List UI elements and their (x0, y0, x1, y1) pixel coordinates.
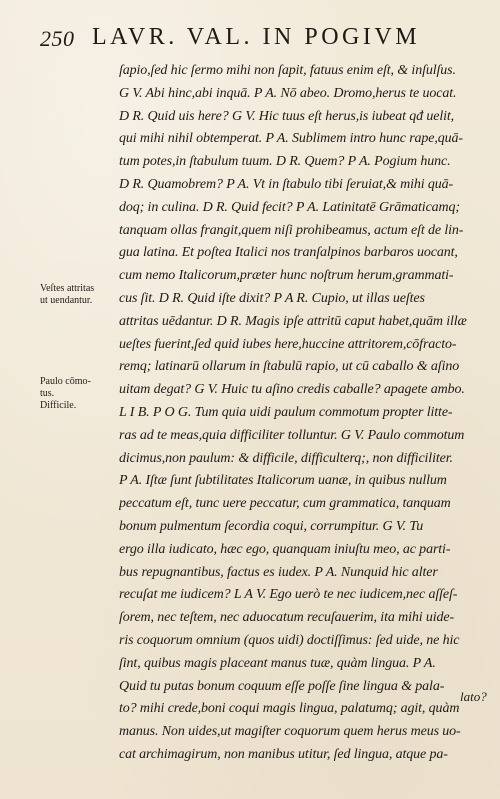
marginal-note (40, 376, 91, 400)
text-line: doq; in culina. D R. Quid fecit? P A. Latinitatē Grāmaticamq; (119, 199, 460, 215)
text-line: tum potes,in ſtabulum tuum. D R. Quem? P A. Pogium hunc. (119, 154, 451, 170)
marginal-note (40, 283, 94, 307)
text-line: manus. Non uides,ut magiſter coquorum quem herus meus uo- (119, 724, 461, 740)
marginal-note-line: Paulo cōmo- (40, 376, 91, 387)
text-line: D R. Quid uis here? G V. Hic tuus eſt herus,is iubeat qđ uelit, (119, 108, 455, 124)
text-line: G V. Abi hinc,abi inquā. P A. Nō abeo. Dromo,herus te uocat. (119, 85, 457, 101)
text-line: L I B. P O G. Tum quia uidi paulum commotum propter litte- (119, 404, 453, 420)
marginal-note-line: ut uendantur. (40, 295, 93, 306)
text-line: tanquam ollas frangit,quem niſi prohibeamus, actum eſt de lin- (119, 222, 464, 238)
text-line: P A. Iſtæ ſunt ſubtilitates Italicorum uanæ, in quibus nullum (119, 473, 447, 489)
text-line: qui mihi nihil obtemperat. P A. Sublimem intro hunc rape,quā- (119, 131, 463, 147)
text-line: peccatum eſt, tunc uere peccatur, cum grammatica, tanquam (119, 496, 451, 512)
text-line: cus ſit. D R. Quid iſte dixit? P A R. Cupio, ut illas ueſtes (119, 290, 425, 306)
text-line: ergo illa iudicato, hæc ego, quanquam iniuſtu meo, ac parti- (119, 541, 451, 557)
text-line: Quid tu putas bonum coquum eſſe poſſe ſine lingua & pala- (119, 678, 445, 694)
text-line: dicimus,non paulum: & difficile, difficulterq;, non difficiliter. (119, 450, 453, 466)
marginal-note (40, 400, 76, 412)
text-line: cum nemo Italicorum,præter hunc noſtrum herum,grammati- (119, 268, 454, 284)
catchword: lato? (460, 689, 487, 704)
text-line: cat archimagirum, non manibus utitur, ſed lingua, atque pa- (119, 746, 448, 762)
running-head: LAVR. VAL. IN POGIVM (92, 24, 421, 50)
text-line: ris coquorum omnium (quos uidi) doctiſſimus: ſed uide, ne hic (119, 632, 460, 648)
main-text-block (119, 60, 485, 767)
text-line: ſapio,ſed hic ſermo mihi non ſapit, fatuus enim eſt, & inſulſus. (119, 63, 456, 78)
text-line: gua latina. Et poſtea Italici nos tranſalpinos barbaros uocant, (119, 245, 458, 261)
text-line: ſorem, nec teſtem, nec aduocatum recuſauerim, ita mihi uide- (119, 610, 455, 626)
text-line: ſint, quibus magis placeant manus tuæ, quàm lingua. P A. (119, 655, 436, 671)
text-line: attritas uēdantur. D R. Magis ipſe attritū caput habet,quām illæ (119, 313, 467, 329)
text-line: uitam degat? G V. Huic tu aſino credis caballe? apagete ambo. (119, 382, 465, 398)
text-line: to? mihi crede,boni coqui magis lingua, palatumq; agit, quàm (119, 701, 460, 717)
text-line: D R. Quamobrem? P A. Vt in ſtabulo tibi ſeruiat,& mihi quā- (119, 176, 454, 192)
text-line: bus repugnantibus, factus es iudex. P A. Nunquid hic alter (119, 564, 438, 580)
marginal-note-line: Veſtes attritas (40, 283, 95, 294)
text-line: ras ad te meas,quia difficiliter tolluntur. G V. Paulo commotum (119, 427, 465, 443)
text-line: ueſtes fuerint,ſed quid iubes here,huccine attritorem,cōfracto- (119, 336, 457, 352)
text-line: remq; latinarū ollarum in ſtabulū rapio, ut cū caballo & aſino (119, 359, 460, 375)
text-line: bonum pulmentum ſecordia coqui, corrumpitur. G V. Tu (119, 518, 424, 534)
marginal-note-line: tus. (40, 388, 55, 399)
page-number: 250 (40, 26, 75, 51)
marginal-note-line: Difficile. (40, 400, 77, 411)
text-line: recuſat me iudicem? L A V. Ego uerò te nec iudicem,nec aſſeſ- (119, 587, 458, 603)
